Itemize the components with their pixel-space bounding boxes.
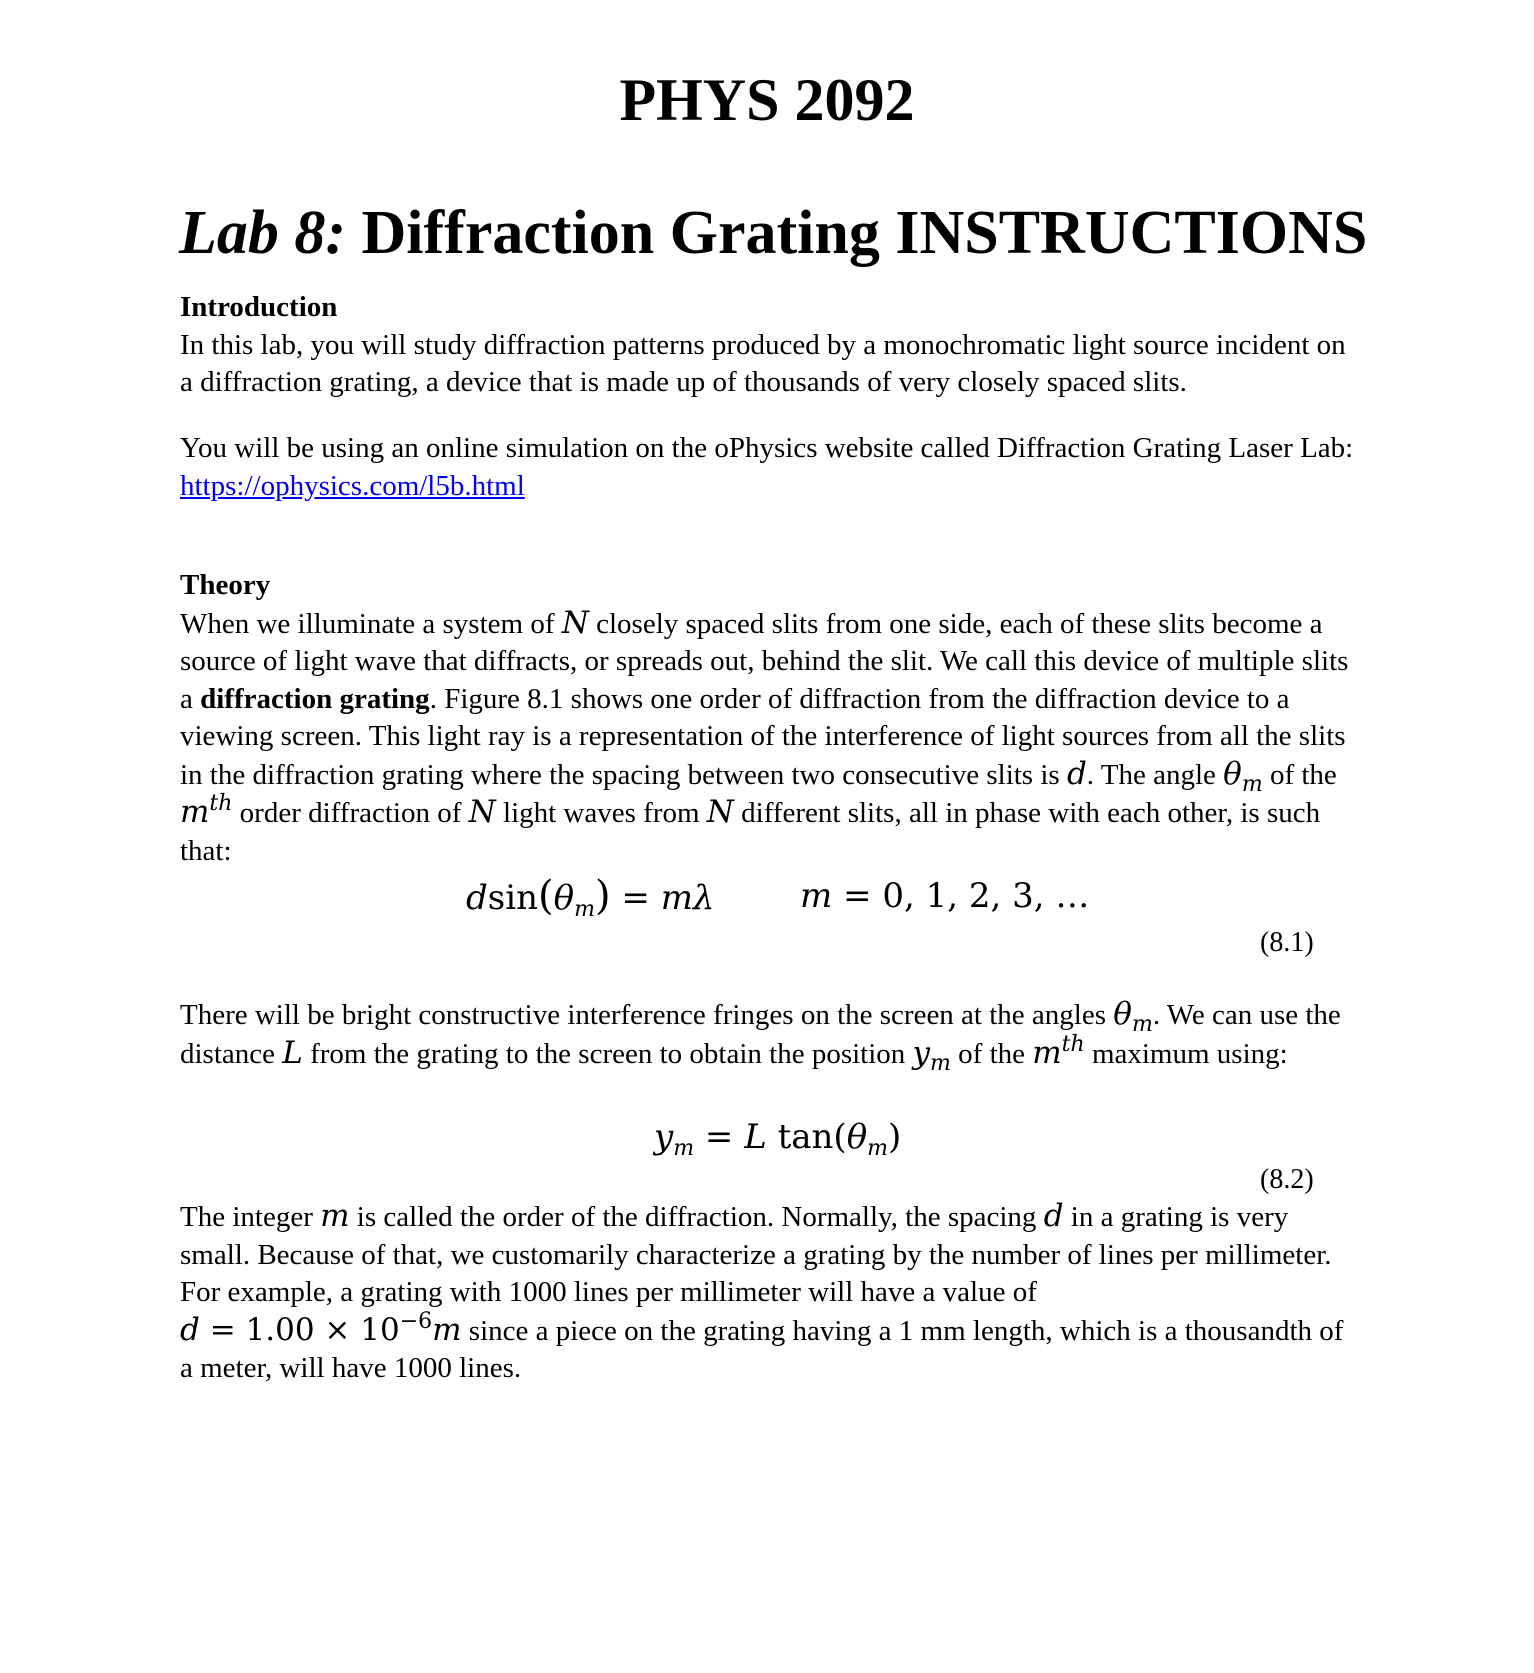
course-title: PHYS 2092 (619, 67, 915, 133)
introduction-paragraph: In this lab, you will study diffraction patterns produced by a monochromatic light source incident on a diffraction grating, a device that is made up of thousands of very closely spaced slits. (180, 328, 1346, 398)
equation-8-1-condition: m = 0, 1, 2, 3, … (800, 876, 1090, 916)
introduction-section (180, 289, 1360, 402)
lab-title (179, 196, 1367, 270)
lab-title-text: Diffraction Grating INSTRUCTIONS (361, 199, 1368, 267)
diffraction-grating-term: diffraction grating (200, 682, 430, 715)
theory-paragraph: When we illuminate a system of N closely spaced slits from one side, each of these slits become a source of light wave that diffracts, or spreads out, behind the slit. We call this device of multiple slits a diffraction grating. Figure 8.1 shows one order of diffraction from the diffraction device to a viewing screen. This light ray is a representation of the interference of light sources from all the slits in the diffraction grating where the spacing between two consecutive slits is d. The angle $\theta_m$ of the $m^{th}$ order diffraction of N light waves from N different slits, all in phase with each other, is such that: (180, 604, 1349, 867)
equation-number-8-1: (8.1) (1260, 927, 1314, 958)
theory-section (180, 567, 1360, 870)
equation-number-8-2: (8.2) (1260, 1164, 1314, 1195)
equation-8-1: $dsin(\theta_m) = m\lambda$ (466, 873, 715, 922)
simulation-text: You will be using an online simulation on the oPhysics website called Diffraction Grating Laser Lab: (180, 432, 1354, 464)
order-paragraph: The integer m is called the order of the diffraction. Normally, the spacing d in a grating is very small. Because of that, we customarily characterize a grating by the number of lines per millimeter. For example, a grating with 1000 lines per millimeter will have a value of $d = 1.00 \times 10^{-6}m$ since a piece on the grating having a 1 mm length, which is a thousandth of a meter, will have 1000 lines. (180, 1198, 1344, 1384)
equation-8-2: $y_m = L$ $\tan(\theta_m)$ (654, 1117, 902, 1161)
simulation-paragraph (180, 430, 1360, 505)
spacing-equation: $d = 1.00 \times 10^{-6}m$ (180, 1308, 462, 1348)
fringes-paragraph: There will be bright constructive interference fringes on the screen at the angles $\theta_m$. We can use the distance L from the grating to the screen to obtain the position $y_m$ of the $m^{th}$ maximum using: (180, 996, 1341, 1076)
lab-number: Lab 8: (179, 199, 347, 267)
introduction-heading: Introduction (180, 291, 338, 323)
ophysics-link[interactable]: https://ophysics.com/l5b.html (180, 469, 525, 502)
theory-heading: Theory (180, 569, 271, 601)
